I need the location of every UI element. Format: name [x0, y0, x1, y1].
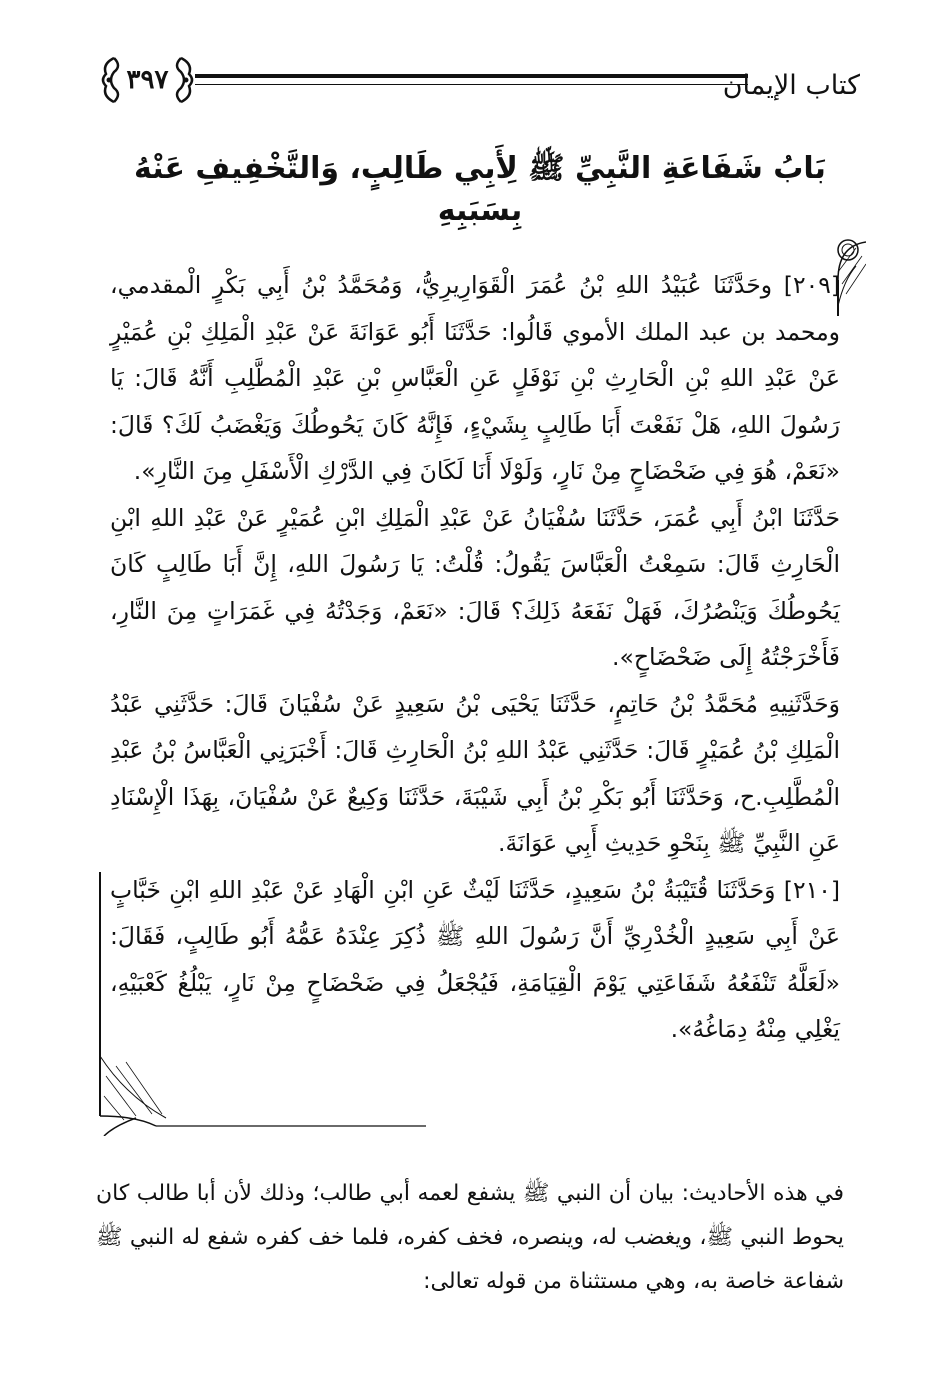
chapter-title: كتاب الإيمان [722, 70, 860, 101]
page-number: ٣٩٧ [126, 65, 169, 95]
header-rule [195, 74, 748, 78]
hadith-paragraph: [٢٠٩] وحَدَّثَنَا عُبَيْدُ اللهِ بْنُ عُمَرَ الْقَوَارِيرِيُّ، وَمُحَمَّدُ بْنُ أَبِي بَكْرٍ الْمقدمي، ومحمد بن عبد الملك الأموي قَالُوا: حَدَّثَنَا أَبُو عَوَانَةَ عَنْ عَبْدِ الْمَلِكِ بْنِ عُمَيْرٍ عَنْ عَبْدِ اللهِ بْنِ الْحَارِثِ بْنِ نَوْفَلٍ عَنِ الْعَبَّاسِ بْنِ عَبْدِ الْمُطَّلِبِ أَنَّهُ قَالَ: يَا رَسُولَ اللهِ، هَلْ نَفَعْتَ أَبَا طَالِبٍ بِشَيْءٍ، فَإِنَّهُ كَانَ يَحُوطُكَ وَيَغْضَبُ لَكَ؟ قَالَ: «نَعَمْ، هُوَ فِي ضَحْضَاحٍ مِنْ نَارٍ، وَلَوْلَا أَنَا لَكَانَ فِي الدَّرْكِ الْأَسْفَلِ مِنَ النَّارِ». [110, 271, 840, 485]
page-number-ornament [100, 54, 195, 106]
commentary-text: في هذه الأحاديث: بيان أن النبي ﷺ يشفع لعمه أبي طالب؛ وذلك لأن أبا طالب كان يحوط النبي ﷺ، ويغضب له، وينصره، فخف كفره، فلما خف كفره شفع له النبي ﷺ شفاعة خاصة به، وهي مستثناة من قوله تعالى: [96, 1181, 844, 1294]
hadith-paragraph: [٢١٠] وَحَدَّثَنَا قُتَيْبَةُ بْنُ سَعِيدٍ، حَدَّثَنَا لَيْثٌ عَنِ ابْنِ الْهَادِ عَنْ عَبْدِ اللهِ ابْنِ خَبَّابٍ عَنْ أَبِي سَعِيدٍ الْخُدْرِيِّ أَنَّ رَسُولَ اللهِ ﷺ ذُكِرَ عِنْدَهُ عَمُّهُ أَبُو طَالِبٍ، فَقَالَ: «لَعَلَّهُ تَنْفَعُهُ شَفَاعَتِي يَوْمَ الْقِيَامَةِ، فَيُجْعَلُ فِي ضَحْضَاحٍ مِنْ نَارٍ، يَبْلُغُ كَعْبَيْهِ، يَغْلِي مِنْهُ دِمَاغُهُ». [110, 875, 840, 1043]
header-rule-thin [195, 84, 748, 85]
chapter-heading: بَابُ شَفَاعَةِ النَّبِيِّ ﷺ لِأَبِي طَالِبٍ، وَالتَّخْفِيفِ عَنْهُ بِسَبَبِهِ [134, 151, 826, 228]
page-header [100, 40, 860, 120]
hadith-paragraph: حَدَّثَنَا ابْنُ أَبِي عُمَرَ، حَدَّثَنَا سُفْيَانُ عَنْ عَبْدِ الْمَلِكِ ابْنِ عُمَيْرٍ عَنْ عَبْدِ اللهِ ابْنِ الْحَارِثِ قَالَ: سَمِعْتُ الْعَبَّاسَ يَقُولُ: قُلْتُ: يَا رَسُولَ اللهِ، إِنَّ أَبَا طَالِبٍ كَانَ يَحُوطُكَ وَيَنْصُرُكَ، فَهَلْ نَفَعَهُ ذَلِكَ؟ قَالَ: «نَعَمْ، وَجَدْتُهُ فِي غَمَرَاتٍ مِنَ النَّارِ، فَأَخْرَجْتُهُ إِلَى ضَحْضَاحٍ». [110, 503, 840, 671]
hadith-text [110, 262, 840, 1053]
hadith-paragraph: وَحَدَّثَنِيهِ مُحَمَّدُ بْنُ حَاتِمٍ، حَدَّثَنَا يَحْيَى بْنُ سَعِيدٍ عَنْ سُفْيَانَ قَالَ: حَدَّثَنِي عَبْدُ الْمَلِكِ بْنُ عُمَيْرٍ قَالَ: حَدَّثَنِي عَبْدُ اللهِ بْنُ الْحَارِثِ قَالَ: أَخْبَرَنِي الْعَبَّاسُ بْنُ عَبْدِ الْمُطَّلِبِ.ح، وَحَدَّثَنَا أَبُو بَكْرِ بْنُ أَبِي شَيْبَةَ، حَدَّثَنَا وَكِيعٌ عَنْ سُفْيَانَ، بِهَذَا الْإِسْنَادِ عَنِ النَّبِيِّ ﷺ بِنَحْوِ حَدِيثِ أَبِي عَوَانَةَ. [110, 689, 840, 857]
